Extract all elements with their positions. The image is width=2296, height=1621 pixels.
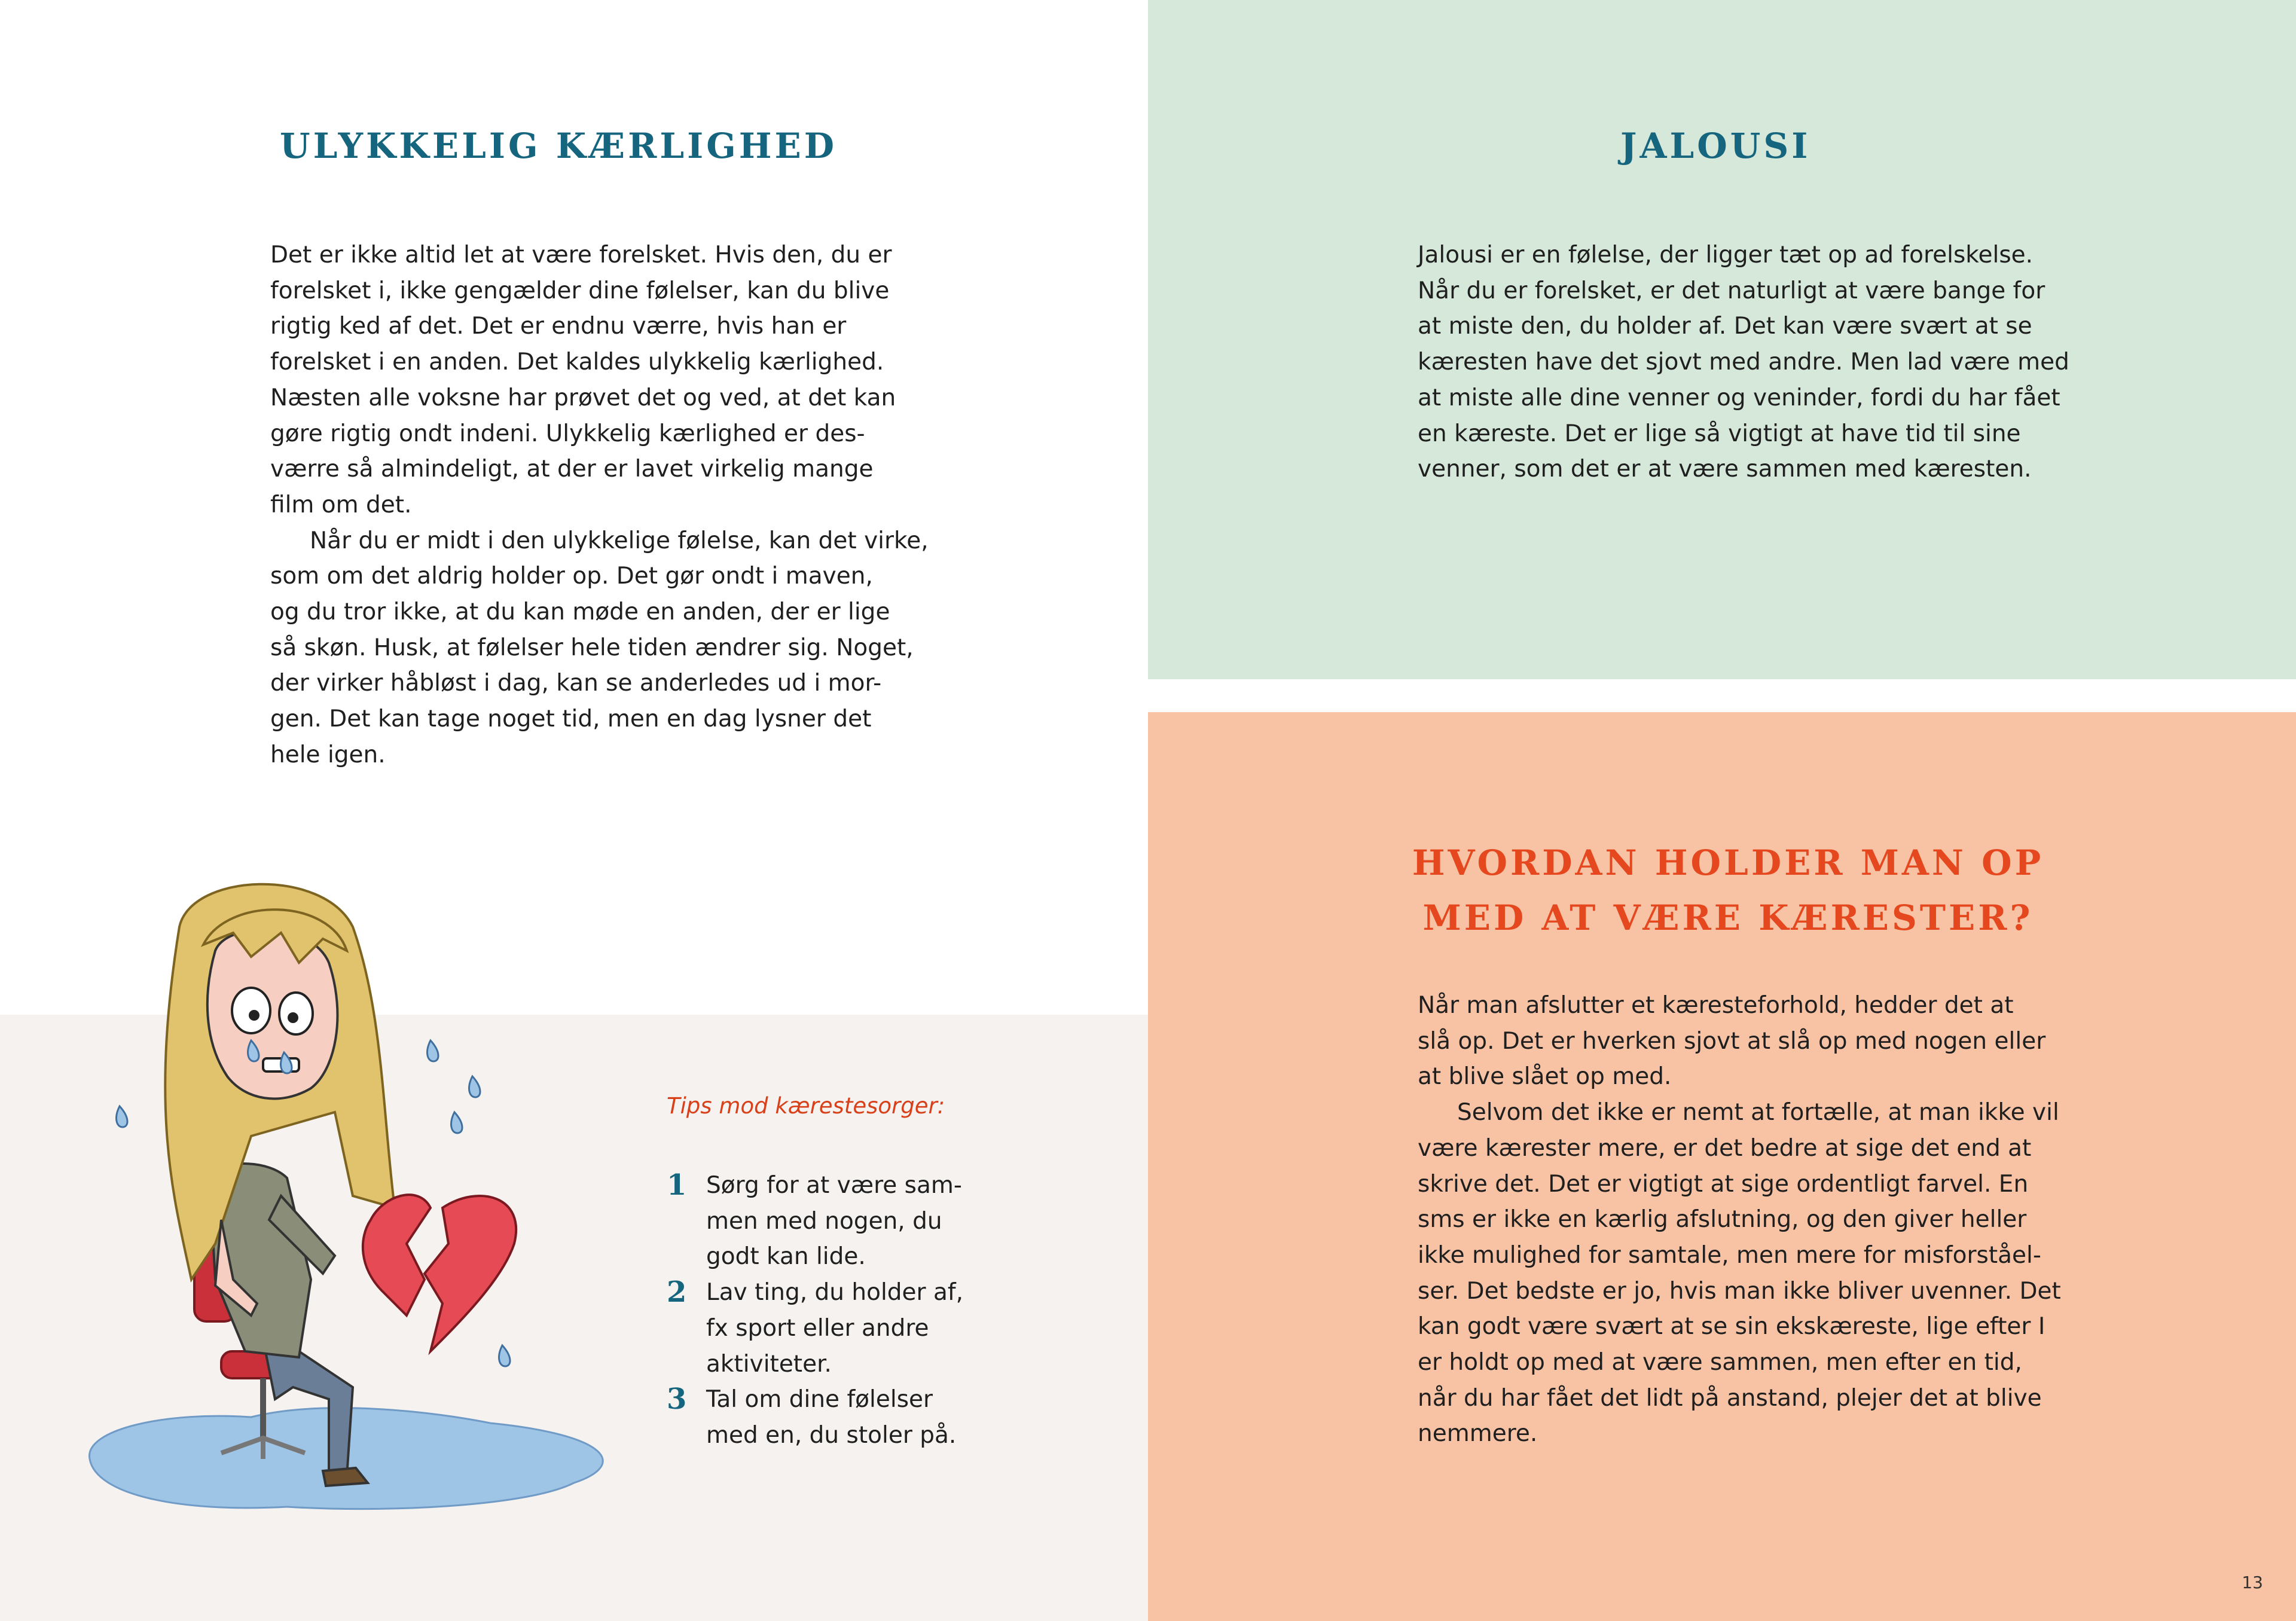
ulykkelig-title: ULYKKELIG KÆRLIGHED (280, 126, 838, 166)
text-line: Næsten alle voksne har prøvet det og ved, at det kan (270, 384, 896, 411)
text-line: Jalousi er en følelse, der ligger tæt op ad forelskelse. (1418, 242, 2034, 268)
girl-face (207, 930, 338, 1099)
jalousi-body (1418, 237, 2069, 487)
text-line: sms er ikke en kærlig afslutning, og den giver heller (1418, 1206, 2027, 1234)
broken-heart-right (425, 1196, 516, 1351)
tear-drop (428, 1040, 438, 1061)
text-line: som om det aldrig holder op. Det gør ondt i maven, (270, 563, 873, 590)
text-line: så skøn. Husk, at følelser hele tiden ændrer sig. Noget, (270, 634, 914, 661)
page-number: 13 (2242, 1573, 2263, 1592)
breakup-title (1375, 835, 2081, 945)
text-line: gen. Det kan tage noget tid, men en dag lysner det (270, 706, 872, 733)
text-line: rigtig ked af det. Det er endnu værre, hvis han er (270, 313, 847, 340)
text-line: ser. Det bedste er jo, hvis man ikke bliver uvenner. Det (1418, 1277, 2061, 1305)
tip-line: godt kan lide. (706, 1243, 866, 1271)
tip-item (667, 1275, 978, 1382)
text-line: nemmere. (1418, 1420, 1538, 1448)
tip-number: 1 (667, 1168, 687, 1202)
tear-drop (117, 1106, 127, 1127)
text-line: at blive slået op med. (1418, 1063, 1672, 1091)
tip-line: Tal om dine følelser (706, 1386, 933, 1414)
text-line: Når man afslutter et kæresteforhold, hedder det at (1418, 992, 2014, 1019)
tip-line: men med nogen, du (706, 1207, 942, 1235)
tip-number: 3 (667, 1382, 687, 1417)
tip-line: fx sport eller andre (706, 1314, 929, 1342)
text-line: at miste den, du holder af. Det kan være svært at se (1418, 313, 2032, 340)
tips-heading: Tips mod kærestesorger: (667, 1093, 945, 1119)
text-line: Når du er forelsket, er det naturligt at være bange for (1418, 277, 2045, 304)
text-line: kan godt være svært at se sin ekskæreste, lige efter I (1418, 1313, 2045, 1341)
text-line: en kæreste. Det er lige så vigtigt at have tid til sine (1418, 420, 2021, 447)
tip-line: med en, du stoler på. (706, 1421, 957, 1449)
breakup-title-line: HVORDAN HOLDER MAN OP (1412, 842, 2044, 883)
text-line: Selvom det ikke er nemt at fortælle, at man ikke vil (1457, 1099, 2059, 1127)
text-line: kæresten have det sjovt med andre. Men lad være med (1418, 349, 2069, 376)
breakup-title-line: MED AT VÆRE KÆRESTER? (1422, 897, 2034, 938)
text-line: slå op. Det er hverken sjovt at slå op med nogen eller (1418, 1027, 2046, 1055)
crying-girl-illustration (72, 861, 622, 1537)
text-line: Når du er midt i den ulykkelige følelse, kan det virke, (310, 527, 929, 554)
text-line: der virker håbløst i dag, kan se anderledes ud i mor- (270, 670, 882, 697)
tips-list (667, 1168, 978, 1454)
text-line: gøre rigtig ondt indeni. Ulykkelig kærlighed er des- (270, 420, 865, 447)
tip-line: aktiviteter. (706, 1350, 832, 1378)
breakup-body (1418, 988, 2061, 1452)
text-line: når du har fået det lidt på anstand, plejer det at blive (1418, 1384, 2042, 1412)
tear-drop (451, 1112, 462, 1133)
text-line: forelsket i, ikke gengælder dine følelser, kan du blive (270, 277, 890, 304)
broken-heart-left (363, 1195, 430, 1315)
text-line: Det er ikke altid let at være forelsket. Hvis den, du er (270, 242, 892, 268)
tip-number: 2 (667, 1275, 687, 1309)
tip-item (667, 1168, 978, 1275)
text-line: skrive det. Det er vigtigt at sige ordentligt farvel. En (1418, 1170, 2029, 1198)
text-line: er holdt op med at være sammen, men efter en tid, (1418, 1349, 2022, 1376)
ulykkelig-body (270, 237, 929, 773)
text-line: venner, som det er at være sammen med kæresten. (1418, 456, 2032, 483)
text-line: forelsket i en anden. Det kaldes ulykkelig kærlighed. (270, 349, 884, 376)
tear-drop (499, 1345, 510, 1366)
text-line: film om det. (270, 491, 412, 518)
tip-item (667, 1382, 978, 1453)
jalousi-title: JALOUSI (1620, 126, 1811, 166)
text-line: og du tror ikke, at du kan møde en anden, der er lige (270, 599, 890, 626)
tear-drop (469, 1076, 480, 1097)
text-line: hele igen. (270, 741, 386, 768)
text-line: ikke mulighed for samtale, men mere for misforståel- (1418, 1241, 2041, 1269)
text-line: værre så almindeligt, at der er lavet virkelig mange (270, 456, 874, 483)
text-line: at miste alle dine venner og veninder, fordi du har fået (1418, 384, 2060, 411)
text-line: være kærester mere, er det bedre at sige det end at (1418, 1134, 2032, 1162)
tip-line: Sørg for at være sam- (706, 1172, 962, 1199)
tip-line: Lav ting, du holder af, (706, 1279, 963, 1306)
